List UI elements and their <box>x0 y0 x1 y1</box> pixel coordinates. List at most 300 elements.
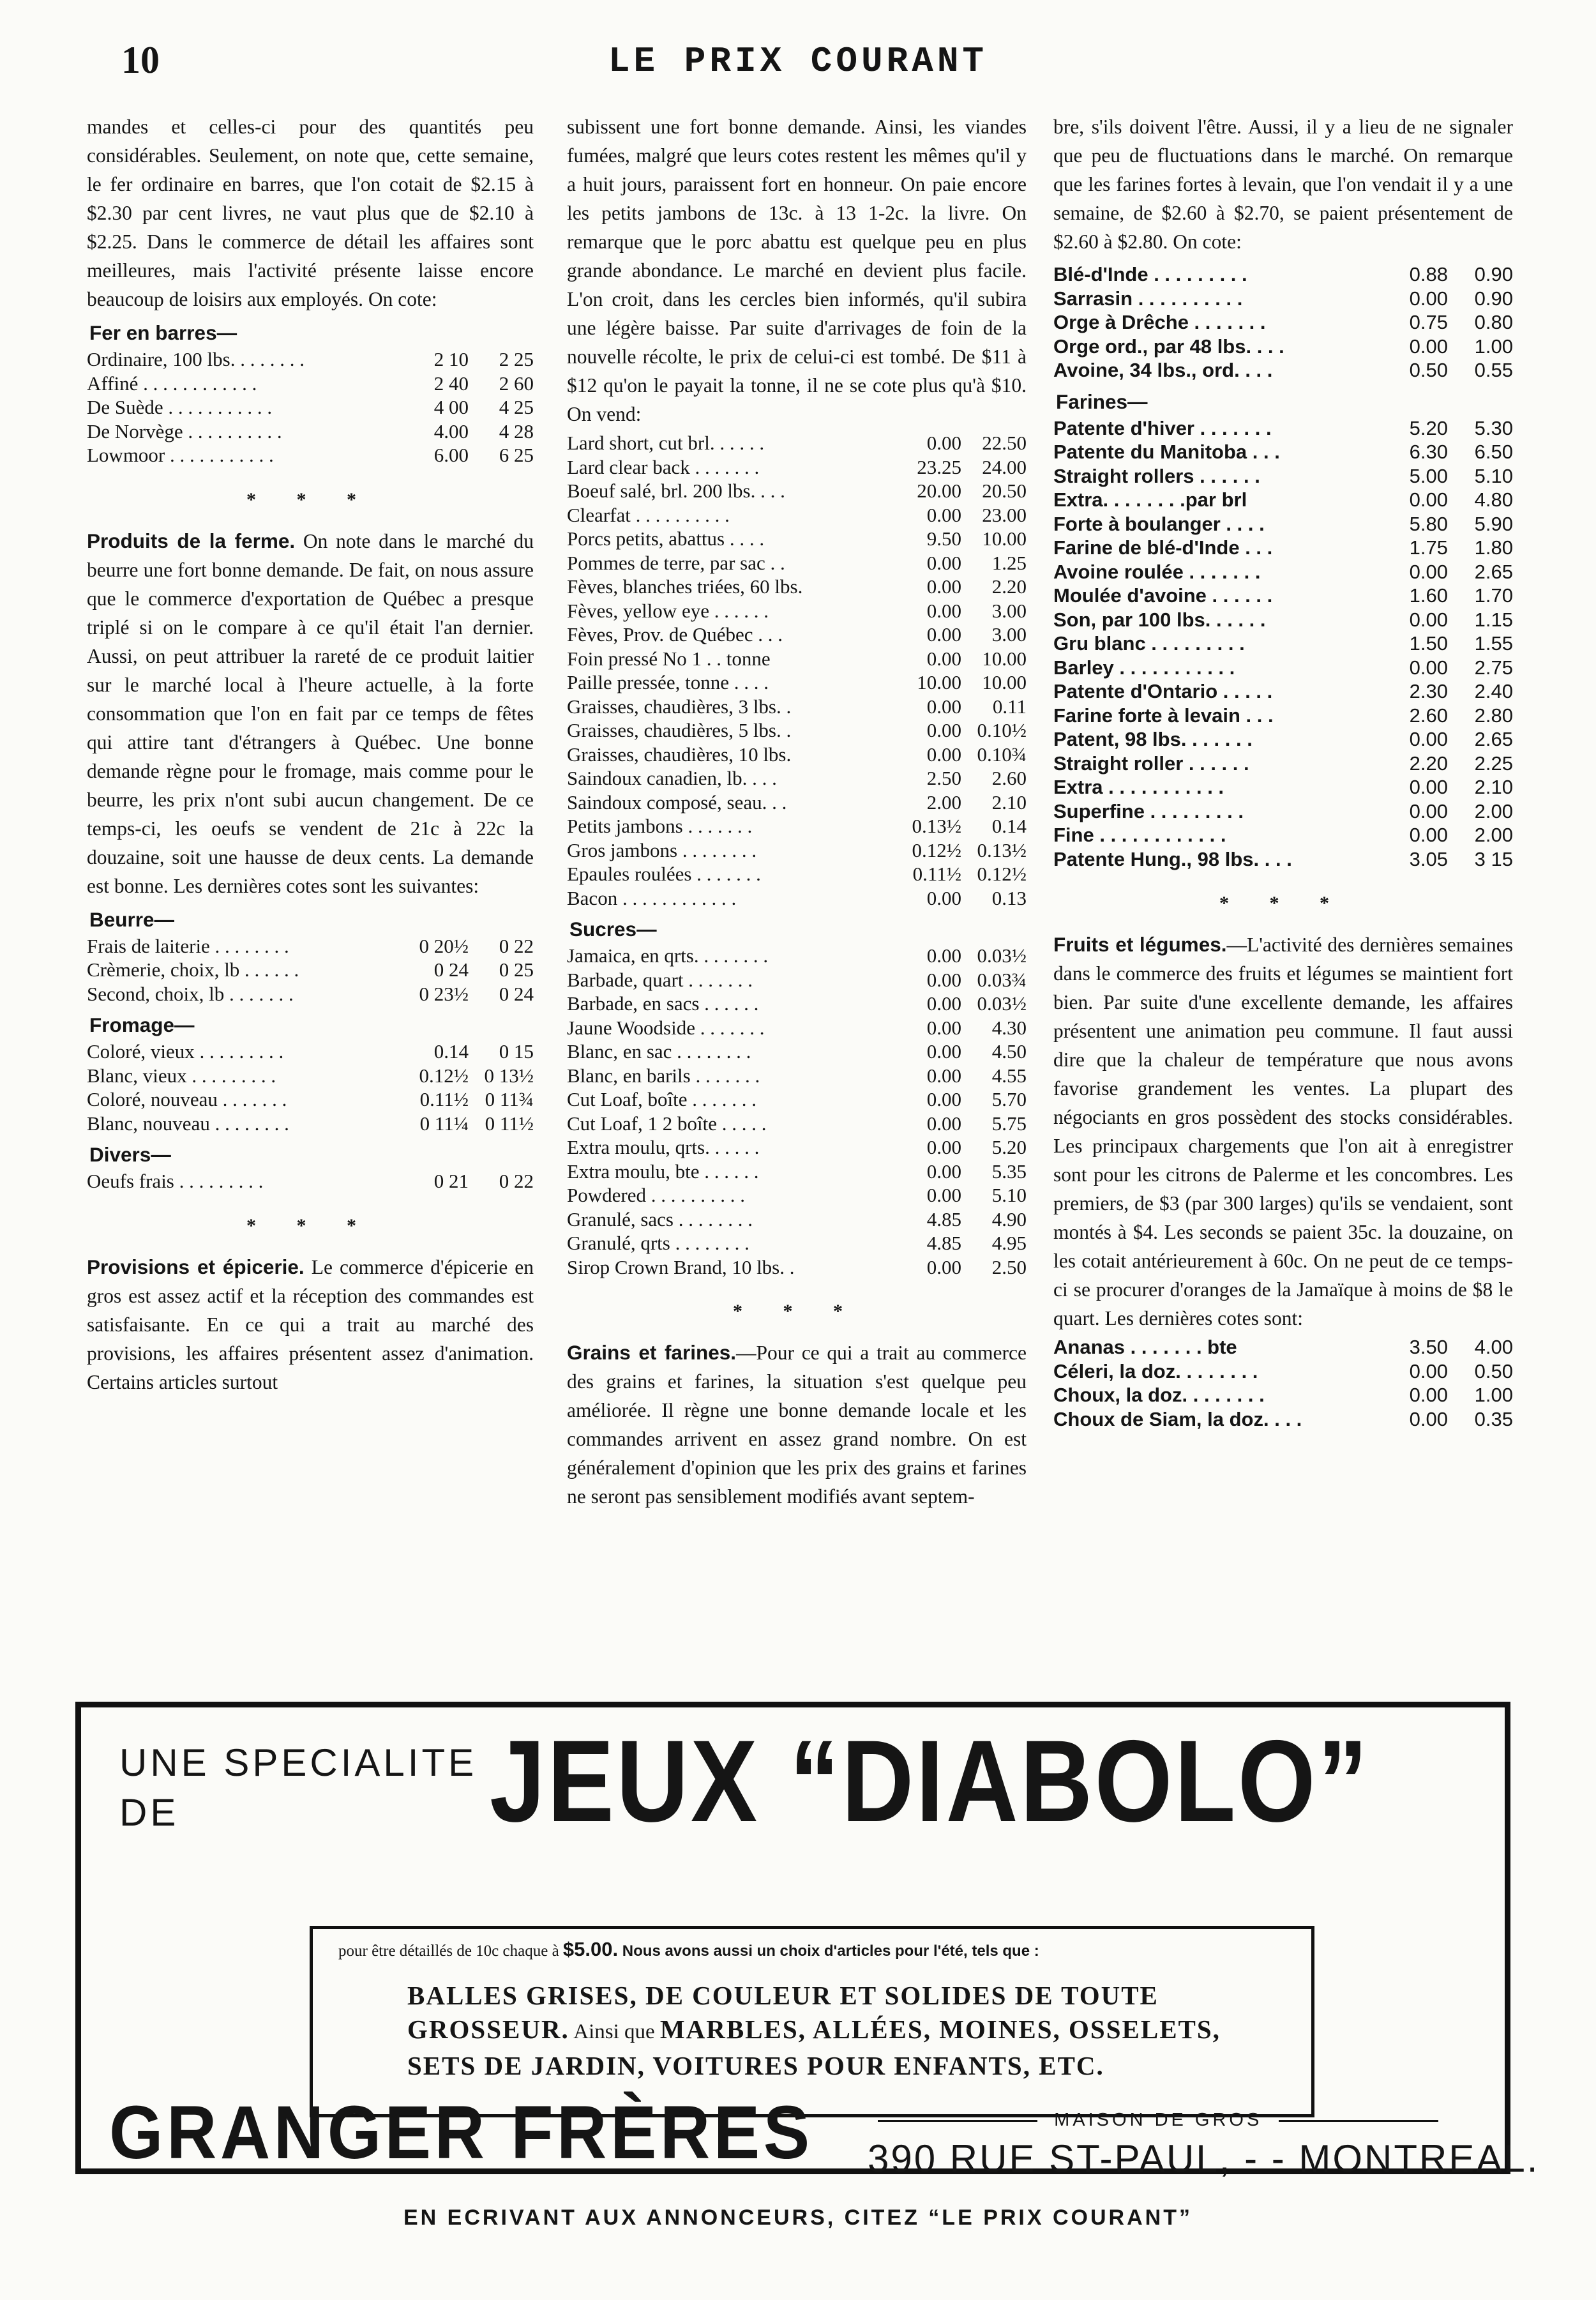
price-row <box>1053 335 1513 359</box>
ad-price-prefix: pour être détaillés de 10c chaque à <box>338 1942 563 1960</box>
price-item-name: Lowmoor . . . . . . . . . . . <box>87 444 274 466</box>
price-high: 4.55 <box>991 1064 1027 1087</box>
price-item-name: Patente du Manitoba . . . <box>1053 441 1280 463</box>
price-row <box>1053 310 1513 335</box>
price-item-name: Gros jambons . . . . . . . . <box>567 838 757 861</box>
column-2 <box>567 112 1027 1677</box>
section-separator: * * * <box>1219 893 1347 914</box>
paragraph-grains <box>567 1338 1027 1511</box>
price-low: 20.00 <box>917 480 961 502</box>
paragraph-provisions <box>87 1253 534 1396</box>
price-high: 0.10½ <box>977 719 1027 741</box>
price-row <box>1053 799 1513 824</box>
price-high: 5.10 <box>991 1184 1027 1206</box>
price-low: 0.00 <box>926 944 961 967</box>
price-table-beurre <box>87 934 534 1006</box>
price-low: 0.00 <box>1409 776 1448 798</box>
price-item-name: Barley . . . . . . . . . . . <box>1053 656 1235 679</box>
ad-price: $5.00. <box>562 1938 619 1960</box>
price-row <box>567 944 1027 968</box>
paragraph-produits <box>87 527 534 900</box>
price-row <box>567 599 1027 623</box>
price-low: 5.80 <box>1409 512 1448 535</box>
price-low: 0.00 <box>926 743 961 766</box>
price-high: 1.55 <box>1474 632 1513 654</box>
price-high: 24.00 <box>982 455 1027 478</box>
price-table-fer <box>87 347 534 467</box>
ad-price-line <box>338 1938 1299 1961</box>
price-high: 2.00 <box>1474 799 1513 822</box>
price-low: 0.00 <box>1409 799 1448 822</box>
price-low: 0.00 <box>1409 1384 1448 1406</box>
price-low: 2.20 <box>1409 752 1448 775</box>
price-high: 3.00 <box>991 623 1027 646</box>
price-high: 2.75 <box>1474 656 1513 679</box>
price-item-name: Extra moulu, qrts. . . . . . <box>567 1136 760 1158</box>
price-low: 0.00 <box>926 575 961 598</box>
price-row <box>567 551 1027 575</box>
price-low: 5.00 <box>1409 464 1448 487</box>
advertisement-diabolo <box>75 1702 1540 2180</box>
price-high: 4.30 <box>991 1016 1027 1039</box>
price-low: 3.05 <box>1409 847 1448 870</box>
price-low: 0.13½ <box>912 815 961 837</box>
price-item-name: Graisses, chaudières, 10 lbs. <box>567 743 792 766</box>
price-low: 0.00 <box>926 968 961 991</box>
price-item-name: Graisses, chaudières, 3 lbs. . <box>567 695 792 718</box>
price-item-name: Extra moulu, bte . . . . . . <box>567 1160 759 1183</box>
column-1 <box>87 112 534 1677</box>
price-low: 0.75 <box>1409 311 1448 333</box>
page-number: 10 <box>121 39 160 81</box>
price-high: 10.00 <box>982 647 1027 670</box>
price-high: 0.55 <box>1474 359 1513 381</box>
price-item-name: Jaune Woodside . . . . . . . <box>567 1016 765 1039</box>
price-item-name: Crèmerie, choix, lb . . . . . . <box>87 958 299 981</box>
price-row <box>567 743 1027 767</box>
price-row <box>567 862 1027 886</box>
price-row <box>567 431 1027 455</box>
price-high: 2.65 <box>1474 728 1513 750</box>
price-high: 0.90 <box>1474 263 1513 285</box>
price-row <box>1053 440 1513 464</box>
price-high: 0.03½ <box>977 944 1027 967</box>
price-row <box>87 1064 534 1088</box>
price-item-name: Granulé, qrts . . . . . . . . <box>567 1232 749 1254</box>
section-title-divers: Divers— <box>89 1143 171 1166</box>
price-item-name: De Norvège . . . . . . . . . . <box>87 420 282 443</box>
price-row <box>567 479 1027 503</box>
page-footer: EN ECRIVANT AUX ANNONCEURS, CITEZ “LE PRIX COURANT” <box>403 2205 1193 2230</box>
price-item-name: Cut Loaf, 1 2 boîte . . . . . <box>567 1112 767 1135</box>
price-item-name: Fine . . . . . . . . . . . . <box>1053 824 1226 846</box>
price-item-name: Lard short, cut brl. . . . . . <box>567 432 765 454</box>
ad-items-a: BALLES GRISES, DE COULEUR ET SOLIDES DE TOUTE GROSSEUR. <box>407 1981 1159 2044</box>
price-item-name: Ordinaire, 100 lbs. . . . . . . . <box>87 348 305 370</box>
price-low: 2 10 <box>433 348 469 370</box>
section-title-fromage: Fromage— <box>89 1013 195 1036</box>
price-low: 0.12½ <box>912 838 961 861</box>
column-3 <box>1053 112 1513 1677</box>
price-high: 2.60 <box>991 767 1027 789</box>
price-low: 1.75 <box>1409 536 1448 559</box>
price-high: 1.25 <box>991 551 1027 574</box>
price-item-name: Blé-d'Inde . . . . . . . . . <box>1053 263 1247 285</box>
price-table-sucres <box>567 944 1027 1279</box>
price-item-name: Forte à boulanger . . . . <box>1053 512 1265 535</box>
price-row <box>1053 823 1513 847</box>
price-low: 1.60 <box>1409 584 1448 607</box>
price-item-name: Gru blanc . . . . . . . . . <box>1053 632 1245 654</box>
price-row <box>567 623 1027 647</box>
price-row <box>87 443 534 467</box>
price-item-name: Lard clear back . . . . . . . <box>567 455 760 478</box>
price-item-name: Avoine, 34 lbs., ord. . . . <box>1053 359 1273 381</box>
price-row <box>567 1231 1027 1255</box>
price-high: 0.10¾ <box>977 743 1027 766</box>
price-item-name: Blanc, nouveau . . . . . . . . <box>87 1112 289 1135</box>
price-low: 0.00 <box>926 1136 961 1158</box>
price-item-name: Granulé, sacs . . . . . . . . <box>567 1207 753 1230</box>
price-item-name: Sirop Crown Brand, 10 lbs. . <box>567 1255 795 1278</box>
price-low: 0.88 <box>1409 263 1448 285</box>
price-low: 2 40 <box>433 372 469 395</box>
price-high: 2 60 <box>499 372 534 395</box>
price-low: 0.12½ <box>419 1064 469 1087</box>
price-item-name: Boeuf salé, brl. 200 lbs. . . . <box>567 480 785 502</box>
price-row <box>1053 464 1513 488</box>
price-row <box>567 968 1027 992</box>
price-row <box>1053 1407 1513 1432</box>
price-row <box>1053 1335 1513 1359</box>
ad-rule <box>1279 2120 1438 2122</box>
price-high: 0 11½ <box>485 1112 534 1135</box>
price-item-name: Patent, 98 lbs. . . . . . . <box>1053 728 1253 750</box>
price-row <box>567 1255 1027 1280</box>
price-row <box>567 886 1027 911</box>
price-low: 4.85 <box>926 1207 961 1230</box>
price-item-name: Ananas . . . . . . . bte <box>1053 1336 1237 1358</box>
price-item-name: Pommes de terre, par sac . . <box>567 551 785 574</box>
price-high: 6.50 <box>1474 441 1513 463</box>
price-row <box>1053 1359 1513 1384</box>
price-row <box>567 575 1027 599</box>
price-row <box>567 1160 1027 1184</box>
price-item-name: Choux de Siam, la doz. . . . <box>1053 1407 1302 1430</box>
price-high: 2.50 <box>991 1255 1027 1278</box>
section-title-farines: Farines— <box>1056 390 1148 413</box>
price-high: 5.90 <box>1474 512 1513 535</box>
price-high: 4.00 <box>1474 1336 1513 1358</box>
price-row <box>567 695 1027 719</box>
journal-title: LE PRIX COURANT <box>608 41 988 82</box>
price-row <box>567 1135 1027 1160</box>
page-header <box>96 38 1500 89</box>
price-high: 0.12½ <box>977 863 1027 885</box>
price-row <box>1053 488 1513 512</box>
price-high: 0.03¾ <box>977 968 1027 991</box>
price-low: 0.00 <box>1409 608 1448 631</box>
price-high: 0.13 <box>991 886 1027 909</box>
price-low: 0 21 <box>433 1170 469 1192</box>
price-item-name: Barbade, quart . . . . . . . <box>567 968 753 991</box>
price-high: 4.50 <box>991 1040 1027 1063</box>
price-low: 1.50 <box>1409 632 1448 654</box>
price-high: 0.90 <box>1474 287 1513 310</box>
price-item-name: Moulée d'avoine . . . . . . <box>1053 584 1273 607</box>
price-row <box>567 670 1027 695</box>
price-low: 0.00 <box>926 695 961 718</box>
price-high: 10.00 <box>982 671 1027 693</box>
price-low: 2.00 <box>926 791 961 813</box>
price-low: 0.00 <box>926 551 961 574</box>
section-title-fer: Fer en barres— <box>89 321 237 344</box>
price-item-name: Epaules roulées . . . . . . . <box>567 863 761 885</box>
price-high: 2.40 <box>1474 680 1513 702</box>
price-low: 0.00 <box>926 599 961 622</box>
price-row <box>87 1169 534 1193</box>
price-low: 0.00 <box>1409 1407 1448 1430</box>
ad-rule <box>878 2120 1037 2122</box>
price-high: 0 22 <box>499 1170 534 1192</box>
price-item-name: Orge ord., par 48 lbs. . . . <box>1053 335 1284 358</box>
price-row <box>567 1064 1027 1088</box>
price-high: 2.00 <box>1474 824 1513 846</box>
price-low: 0.11½ <box>912 863 961 885</box>
price-item-name: Powdered . . . . . . . . . . <box>567 1184 745 1206</box>
price-low: 2.30 <box>1409 680 1448 702</box>
price-high: 5.75 <box>991 1112 1027 1135</box>
price-low: 4 00 <box>433 396 469 418</box>
paragraph-text: —Pour ce qui a trait au commerce des grains et farines, la situation s'est quelque peu améliorée. Il règne une bonne demande locale et les commandes arrivent en assez grand nombre. On est généralement d'opinion que les prix des grains et farines ne seront pas sensiblement modifiés avant septem- <box>567 1342 1027 1508</box>
price-low: 6.00 <box>433 444 469 466</box>
price-low: 0.11½ <box>419 1088 469 1110</box>
price-row <box>87 1040 534 1064</box>
price-low: 0.00 <box>926 1040 961 1063</box>
price-row <box>1053 632 1513 656</box>
price-high: 0.50 <box>1474 1359 1513 1382</box>
price-row <box>1053 584 1513 608</box>
price-high: 2.10 <box>1474 776 1513 798</box>
price-high: 5.20 <box>991 1136 1027 1158</box>
price-high: 23.00 <box>982 503 1027 526</box>
price-item-name: Sarrasin . . . . . . . . . . <box>1053 287 1243 310</box>
price-low: 0.00 <box>1409 1359 1448 1382</box>
price-item-name: Fèves, blanches triées, 60 lbs. <box>567 575 803 598</box>
price-table-farines <box>1053 416 1513 872</box>
price-row <box>87 982 534 1006</box>
price-item-name: Foin pressé No 1 . . tonne <box>567 647 771 670</box>
price-high: 5.10 <box>1474 464 1513 487</box>
price-high: 1.00 <box>1474 335 1513 358</box>
price-high: 0.13½ <box>977 838 1027 861</box>
price-item-name: Orge à Drêche . . . . . . . <box>1053 311 1266 333</box>
price-high: 10.00 <box>982 527 1027 550</box>
price-item-name: Barbade, en sacs . . . . . . <box>567 992 759 1015</box>
price-item-name: Graisses, chaudières, 5 lbs. . <box>567 719 792 741</box>
paragraph: subissent une fort bonne demande. Ainsi, les viandes fumées, malgré que leurs cotes restent les mêmes qu'il y a huit jours, paraissent fort en honneur. On paie encore les petits jambons de 13c. à 13 1-2c. la livre. On remarque que le porc abattu est quelque peu en plus grande abondance. Le marché en devient plus facile. L'on croit, dans les cercles bien informés, qu'il subira une légère baisse. Par suite d'arrivages de foin de la nouvelle récolte, le prix de celui-ci est tombé. De $11 à $12 qu'on le payait la tonne, il ne se cote plus qu'à $10. On vend: <box>567 116 1027 425</box>
ad-address: 390 RUE ST-PAUL, - - MONTREAL. <box>868 2137 1540 2180</box>
price-item-name: Blanc, en sac . . . . . . . . <box>567 1040 751 1063</box>
price-row <box>567 1183 1027 1207</box>
price-row <box>567 992 1027 1016</box>
price-high: 1.15 <box>1474 608 1513 631</box>
paragraph: bre, s'ils doivent l'être. Aussi, il y a lieu de ne signaler que peu de fluctuations dans le marché. On remarque que les farines fortes à levain, que l'on vendait il y a une semaine, de $2.60 à $2.70, se paient présentement de $2.60 à $2.80. On cote: <box>1053 116 1513 253</box>
price-row <box>567 527 1027 551</box>
price-row <box>567 766 1027 791</box>
price-high: 0 22 <box>499 934 534 957</box>
price-item-name: Fèves, Prov. de Québec . . . <box>567 623 783 646</box>
price-item-name: Oeufs frais . . . . . . . . . <box>87 1170 264 1192</box>
price-item-name: Son, par 100 lbs. . . . . . <box>1053 608 1266 631</box>
paragraph-heading: Grains et farines. <box>567 1341 736 1364</box>
price-row <box>1053 608 1513 632</box>
price-row <box>87 1112 534 1136</box>
ad-company-name: GRANGER FRÈRES <box>109 2091 813 2175</box>
price-high: 4 28 <box>499 420 534 443</box>
price-high: 5.30 <box>1474 416 1513 439</box>
price-row <box>1053 656 1513 680</box>
price-item-name: De Suède . . . . . . . . . . . <box>87 396 273 418</box>
ad-line-1: UNE SPECIALITE <box>119 1741 478 1784</box>
price-table-grains <box>1053 262 1513 382</box>
price-low: 4.85 <box>926 1232 961 1254</box>
price-table-fruits <box>1053 1335 1513 1431</box>
price-item-name: Extra . . . . . . . . . . . <box>1053 776 1224 798</box>
price-high: 0 15 <box>499 1040 534 1063</box>
price-item-name: Patente d'hiver . . . . . . . <box>1053 416 1272 439</box>
price-item-name: Saindoux composé, seau. . . <box>567 791 787 813</box>
price-low: 0 23½ <box>419 982 469 1005</box>
price-item-name: Second, choix, lb . . . . . . . <box>87 982 294 1005</box>
price-row <box>1053 679 1513 704</box>
paragraph-text: Le commerce d'épicerie en gros est assez actif et la réception des commandes est satisfaisante. En ce qui a trait au marché des provisions, les affaires présentent assez d'animation. Certains articles surtout <box>87 1255 534 1393</box>
price-item-name: Extra. . . . . . . .par brl <box>1053 488 1247 511</box>
price-low: 0.00 <box>926 1064 961 1087</box>
price-high: 4.90 <box>991 1207 1027 1230</box>
price-low: 6.30 <box>1409 441 1448 463</box>
price-low: 0.50 <box>1409 359 1448 381</box>
price-table-provisions <box>567 431 1027 910</box>
price-low: 0 20½ <box>419 934 469 957</box>
price-low: 0.00 <box>1409 656 1448 679</box>
price-low: 0.00 <box>926 503 961 526</box>
price-table-divers <box>87 1169 534 1193</box>
ad-line-2: DE <box>119 1791 179 1834</box>
price-low: 23.25 <box>917 455 961 478</box>
price-row <box>567 814 1027 838</box>
price-high: 0.03½ <box>977 992 1027 1015</box>
price-row <box>87 420 534 444</box>
price-item-name: Avoine roulée . . . . . . . <box>1053 560 1261 583</box>
price-item-name: Saindoux canadien, lb. . . . <box>567 767 777 789</box>
price-low: 0.00 <box>926 1016 961 1039</box>
price-item-name: Farine de blé-d'Inde . . . <box>1053 536 1273 559</box>
price-row <box>1053 560 1513 584</box>
price-row <box>1053 1383 1513 1407</box>
price-low: 2.60 <box>1409 704 1448 727</box>
price-item-name: Blanc, en barils . . . . . . . <box>567 1064 760 1087</box>
price-high: 0 13½ <box>484 1064 534 1087</box>
price-low: 0 24 <box>433 958 469 981</box>
price-row <box>567 718 1027 743</box>
price-high: 2.20 <box>991 575 1027 598</box>
price-low: 0.00 <box>926 719 961 741</box>
price-high: 2.10 <box>991 791 1027 813</box>
price-item-name: Straight roller . . . . . . <box>1053 752 1249 775</box>
price-high: 3.00 <box>991 599 1027 622</box>
price-high: 1.80 <box>1474 536 1513 559</box>
price-row <box>87 1087 534 1112</box>
price-row <box>567 1112 1027 1136</box>
paragraph-text: —L'activité des dernières semaines dans le commerce des fruits et légumes se maintient fort bien. Par suite d'une excellente demande, les affaires présentent une animation peu commune. Il faut aussi dire que la chaleur de température que nous avons favorise grandement les ventes. La plupart des négociants en gros possèdent des stocks considérables. Les principaux chargements que l'on ait à enregistrer sont pour les citrons de Palerme et les concombres. Les premiers, de $3 (par 300 larges) qu'ils se vendaient, sont montés à $4. Les seconds se paient 35c. la douzaine, on les cotait antérieurement à 60c. On ne peut de ce temps-ci se procurer d'oranges de la Jamaïque à moins de $8 le quart. Les dernières cotes sont: <box>1053 934 1513 1329</box>
price-low: 9.50 <box>926 527 961 550</box>
price-high: 1.70 <box>1474 584 1513 607</box>
price-high: 4.80 <box>1474 488 1513 511</box>
price-low: 0.00 <box>926 1112 961 1135</box>
price-row <box>567 1040 1027 1064</box>
price-item-name: Frais de laiterie . . . . . . . . <box>87 934 289 957</box>
price-high: 0.35 <box>1474 1407 1513 1430</box>
price-high: 0.11 <box>992 695 1027 718</box>
price-item-name: Superfine . . . . . . . . . <box>1053 799 1244 822</box>
price-high: 2.25 <box>1474 752 1513 775</box>
price-item-name: Choux, la doz. . . . . . . . <box>1053 1384 1265 1406</box>
price-row <box>1053 847 1513 872</box>
price-row <box>567 1087 1027 1112</box>
price-high: 0.14 <box>991 815 1027 837</box>
price-high: 20.50 <box>982 480 1027 502</box>
paragraph: mandes et celles-ci pour des quantités peu considérables. Seulement, on note que, cette semaine, le fer ordinaire en barres, que l'on cotait de $2.15 à $2.30 par cent livres, ne vaut plus que de $2.10 à $2.25. Dans le commerce de détail les affaires sont meilleures, mais l'activité présente laisse encore beaucoup de loisirs aux employés. On cote: <box>87 116 534 310</box>
price-item-name: Petits jambons . . . . . . . <box>567 815 753 837</box>
price-low: 0.00 <box>926 623 961 646</box>
price-row <box>1053 287 1513 311</box>
price-row <box>1053 752 1513 776</box>
price-high: 2.80 <box>1474 704 1513 727</box>
ad-items-list <box>407 1979 1288 2083</box>
price-row <box>87 372 534 396</box>
price-high: 2 25 <box>499 348 534 370</box>
price-low: 4.00 <box>433 420 469 443</box>
paragraph-heading: Produits de la ferme. <box>87 529 296 552</box>
price-low: 3.50 <box>1409 1336 1448 1358</box>
price-row <box>87 395 534 420</box>
price-item-name: Straight rollers . . . . . . <box>1053 464 1260 487</box>
price-low: 0.00 <box>926 1088 961 1110</box>
price-row <box>567 838 1027 863</box>
price-row <box>1053 536 1513 560</box>
price-high: 6 25 <box>499 444 534 466</box>
ad-maison-label: MAISON DE GROS <box>1054 2110 1263 2130</box>
price-high: 0 25 <box>499 958 534 981</box>
price-row <box>567 503 1027 527</box>
price-low: 0.00 <box>1409 824 1448 846</box>
price-high: 4 25 <box>499 396 534 418</box>
price-item-name: Cut Loaf, boîte . . . . . . . <box>567 1088 757 1110</box>
price-low: 0.00 <box>926 886 961 909</box>
price-item-name: Bacon . . . . . . . . . . . . <box>567 886 737 909</box>
ad-items-b: MARBLES, ALLÉES, MOINES, OSSELETS, SETS DE JARDIN, VOITURES POUR ENFANTS, ETC. <box>407 2015 1221 2080</box>
paragraph-fruits <box>1053 930 1513 1333</box>
price-row <box>87 958 534 982</box>
price-item-name: Porcs petits, abattus . . . . <box>567 527 765 550</box>
price-low: 0 11¼ <box>419 1112 469 1135</box>
ad-headline: JEUX “DIABOLO” <box>490 1716 1370 1846</box>
section-title-sucres: Sucres— <box>569 918 657 941</box>
section-separator: * * * <box>246 488 374 510</box>
price-item-name: Clearfat . . . . . . . . . . <box>567 503 730 526</box>
price-low: 0.00 <box>926 432 961 454</box>
